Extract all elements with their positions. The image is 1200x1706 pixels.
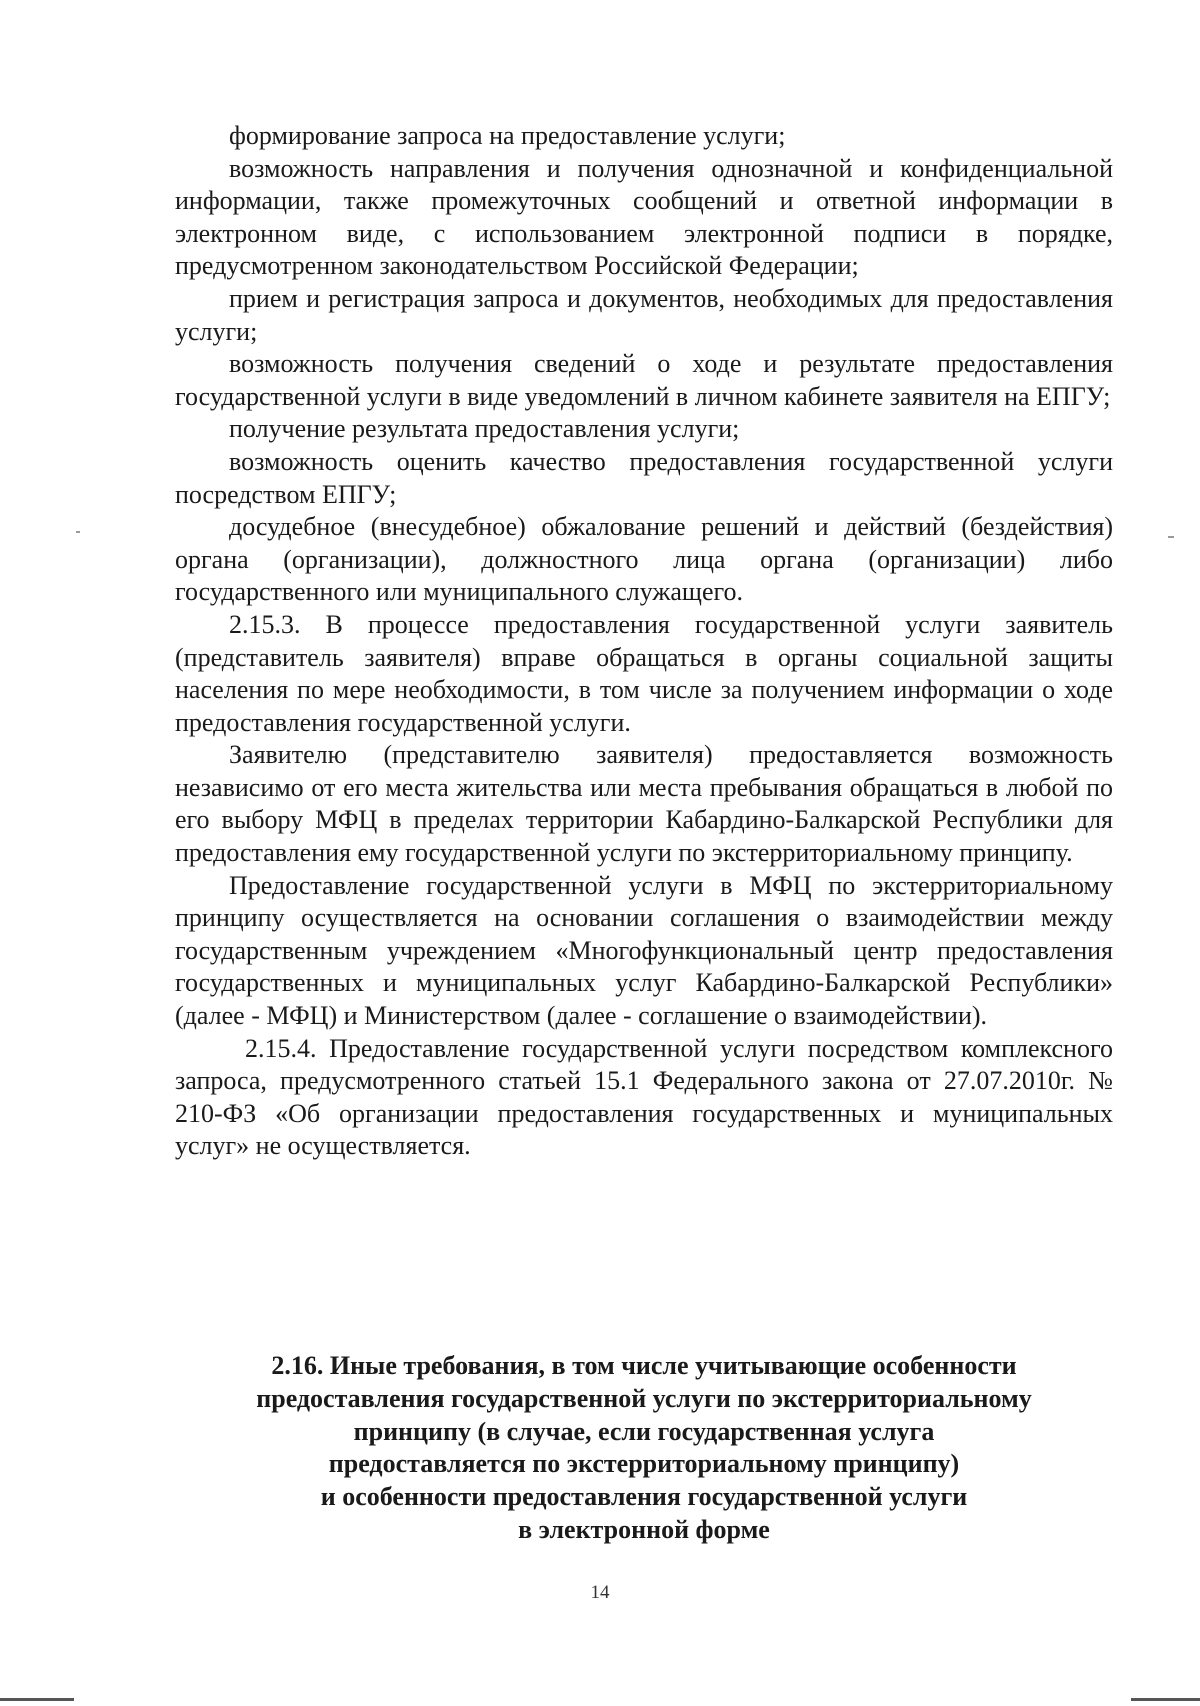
- paragraph-mfc-agreement: Предоставление государственной услуги в МФЦ по экстерриториальному принципу осуществляется на основании соглашения о взаимодействии между государственным учреждением «Многофункциональный центр предоставления государственных и муниципальных услуг Кабардино-Балкарской Республики» (далее - МФЦ) и Министерством (далее - соглашение о взаимодействии).: [175, 870, 1113, 1031]
- section-heading-2-16: [175, 1350, 1113, 1547]
- heading-line: принципу (в случае, если государственная услуга: [353, 1416, 935, 1446]
- scan-artifact: [1168, 536, 1174, 538]
- paragraph-quality-rating: возможность оценить качество предоставления государственной услуги посредством ЕПГУ;: [175, 446, 1113, 509]
- paragraph-result: получение результата предоставления услуги;: [229, 414, 740, 444]
- paragraph-confidential-info: возможность направления и получения однозначной и конфиденциальной информации, также промежуточных сообщений и ответной информации в электронном виде, с использованием электронной подписи в порядке, предусмотренном законодательством Российской Федерации;: [175, 153, 1113, 281]
- paragraph-mfc-choice: Заявителю (представителю заявителя) предоставляется возможность независимо от его места жительства или места пребывания обращаться в любой по его выбору МФЦ в пределах территории Кабардино-Балкарской Республики для предоставления ему государственной услуги по экстерриториальному принципу.: [175, 740, 1113, 868]
- page-number: 14: [590, 1582, 610, 1603]
- document-body: [175, 120, 1113, 1163]
- scan-artifact: [76, 531, 80, 533]
- heading-line: в электронной форме: [518, 1514, 770, 1544]
- paragraph-appeal: досудебное (внесудебное) обжалование решений и действий (бездействия) органа (организации), должностного лица органа (организации) либо государственного или муниципального служащего.: [175, 512, 1113, 607]
- heading-line: 2.16. Иные требования, в том числе учитывающие особенности: [271, 1351, 1017, 1380]
- heading-line: предоставления государственной услуги по экстерриториальному: [256, 1383, 1032, 1413]
- scan-artifact: [0, 1698, 74, 1701]
- paragraph-2-15-3: 2.15.3. В процессе предоставления государственной услуги заявитель (представитель заявителя) вправе обращаться в органы социальной защиты населения по мере необходимости, в том числе за получением информации о ходе предоставления государственной услуги.: [175, 609, 1113, 737]
- scan-artifact: [1131, 1698, 1200, 1701]
- paragraph-status-info: возможность получения сведений о ходе и результате предоставления государственной услуги в виде уведомлений в личном кабинете заявителя на ЕПГУ;: [175, 349, 1113, 411]
- paragraph-registration: прием и регистрация запроса и документов, необходимых для предоставления услуги;: [175, 283, 1113, 346]
- paragraph-request-formation: формирование запроса на предоставление услуги;: [229, 121, 786, 150]
- paragraph-2-15-4: 2.15.4. Предоставление государственной услуги посредством комплексного запроса, предусмотренного статьей 15.1 Федерального закона от 27.07.2010г. № 210-ФЗ «Об организации предоставления государственных и муниципальных услуг» не осуществляется.: [175, 1033, 1113, 1161]
- heading-line: и особенности предоставления государственной услуги: [320, 1482, 968, 1512]
- heading-line: предоставляется по экстерриториальному принципу): [328, 1449, 960, 1479]
